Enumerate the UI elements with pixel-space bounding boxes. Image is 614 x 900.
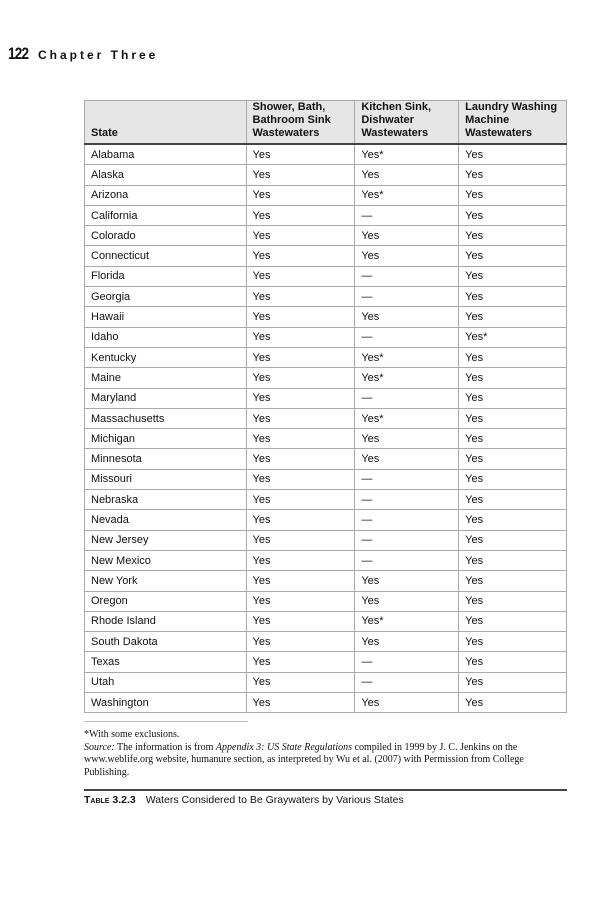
cell-text: Yes — [465, 392, 484, 405]
cell-text: Maine — [91, 371, 121, 384]
table-cell — [355, 388, 459, 408]
table-cell — [246, 449, 355, 469]
table-cell — [459, 591, 567, 611]
table-cell — [459, 226, 567, 246]
cell-text: — — [361, 493, 373, 506]
cell-text: — — [361, 473, 373, 486]
table-cell — [355, 449, 459, 469]
cell-text: Yes — [465, 189, 484, 202]
cell-text: Yes — [465, 676, 484, 689]
cell-text: New York — [91, 574, 138, 587]
table-cell — [85, 571, 247, 591]
cell-text: — — [361, 331, 373, 344]
table-cell — [355, 246, 459, 266]
table-cell — [85, 266, 247, 286]
cell-text: Yes — [465, 432, 484, 445]
cell-text: Alaska — [91, 168, 125, 181]
table-cell — [355, 490, 459, 510]
table-cell — [246, 652, 355, 672]
cell-text: Yes — [465, 412, 484, 425]
cell-text: Yes — [465, 513, 484, 526]
table-cell — [459, 144, 567, 165]
table-cell — [355, 347, 459, 367]
cell-text: Yes — [465, 209, 484, 222]
table-cell — [85, 490, 247, 510]
table-row — [85, 611, 567, 631]
table-cell — [246, 287, 355, 307]
table-cell — [246, 246, 355, 266]
table-cell — [355, 287, 459, 307]
cell-text: New Mexico — [91, 554, 151, 567]
table-cell — [246, 327, 355, 347]
cell-text: Yes* — [361, 371, 384, 384]
cell-text: — — [361, 534, 373, 547]
cell-text: Yes — [465, 290, 484, 303]
cell-text: Yes — [465, 229, 484, 242]
cell-text: Yes — [361, 250, 380, 263]
cell-text: Texas — [91, 656, 120, 669]
table-row — [85, 429, 567, 449]
table-cell — [85, 347, 247, 367]
cell-text: Yes — [252, 493, 271, 506]
cell-text: Yes — [252, 453, 271, 466]
cell-text: Nevada — [91, 513, 129, 526]
cell-text: Yes — [465, 696, 484, 709]
table-cell — [246, 307, 355, 327]
table-cell — [85, 307, 247, 327]
cell-text: Yes* — [361, 412, 384, 425]
cell-text: Yes — [252, 392, 271, 405]
table-cell — [459, 611, 567, 631]
cell-text: Yes — [361, 635, 380, 648]
table-cell — [355, 408, 459, 428]
cell-text: Oregon — [91, 595, 128, 608]
table-cell — [246, 632, 355, 652]
cell-text: California — [91, 209, 138, 222]
table-cell — [85, 632, 247, 652]
table-cell — [355, 672, 459, 692]
source-text: The information is from — [114, 741, 216, 753]
table-cell — [459, 246, 567, 266]
cell-text: Minnesota — [91, 453, 142, 466]
table-cell — [459, 490, 567, 510]
cell-text: — — [361, 554, 373, 567]
table-row — [85, 347, 567, 367]
table-cell — [355, 266, 459, 286]
table-cell — [85, 246, 247, 266]
cell-text: Yes — [252, 148, 271, 161]
table-cell — [355, 611, 459, 631]
graywater-table — [84, 100, 567, 713]
table-row — [85, 205, 567, 225]
cell-text: Yes — [252, 656, 271, 669]
table-row — [85, 469, 567, 489]
cell-text: Yes — [465, 595, 484, 608]
cell-text: Yes — [465, 351, 484, 364]
source-text-rest: compiled in 1999 by J. C. Jenkins on the www.weblife.org website, humanure section, as interpreted by Wu et al. (2007) with Permission from College Publishing. — [84, 741, 524, 778]
table-cell — [459, 571, 567, 591]
cell-text: Yes — [361, 311, 380, 324]
cell-text: Nebraska — [91, 493, 139, 506]
table-cell — [355, 327, 459, 347]
cell-text: Yes — [252, 513, 271, 526]
table-cell — [85, 510, 247, 530]
chapter-title: Chapter Three — [38, 48, 159, 62]
table-cell — [85, 611, 247, 631]
cell-text: — — [361, 270, 373, 283]
table-row — [85, 408, 567, 428]
table-cell — [459, 632, 567, 652]
table-cell — [459, 368, 567, 388]
cell-text: Yes — [252, 270, 271, 283]
cell-text: Yes — [361, 432, 380, 445]
table-cell — [85, 144, 247, 165]
table-cell — [246, 469, 355, 489]
table-cell — [246, 530, 355, 550]
table-cell — [85, 226, 247, 246]
table-cell — [246, 429, 355, 449]
table-cell — [246, 591, 355, 611]
table-cell — [85, 408, 247, 428]
table-row — [85, 144, 567, 165]
cell-text: Missouri — [91, 473, 132, 486]
cell-text: Yes — [252, 412, 271, 425]
table-cell — [246, 550, 355, 570]
table-row — [85, 327, 567, 347]
caption-text: Waters Considered to Be Graywaters by Various States — [145, 794, 404, 806]
table-cell — [459, 327, 567, 347]
table-cell — [459, 165, 567, 185]
cell-text: Yes — [252, 534, 271, 547]
table-row — [85, 591, 567, 611]
cell-text: Yes — [465, 554, 484, 567]
table-cell — [459, 550, 567, 570]
cell-text: Connecticut — [91, 250, 150, 263]
table-cell — [246, 368, 355, 388]
cell-text: Georgia — [91, 290, 131, 303]
cell-text: — — [361, 290, 373, 303]
table-row — [85, 226, 567, 246]
cell-text: Colorado — [91, 229, 136, 242]
table-cell — [85, 672, 247, 692]
cell-text: Yes — [252, 351, 271, 364]
table-row — [85, 652, 567, 672]
cell-text: Yes* — [465, 331, 488, 344]
cell-text: Arizona — [91, 189, 129, 202]
table-row — [85, 368, 567, 388]
table-row — [85, 530, 567, 550]
table-cell — [355, 693, 459, 713]
footnotes — [84, 729, 569, 779]
cell-text: Yes — [465, 270, 484, 283]
table-cell — [355, 429, 459, 449]
column-header: Laundry Washing Machine Wastewaters — [459, 101, 567, 145]
column-header: State — [85, 101, 247, 145]
table-row — [85, 287, 567, 307]
cell-text: Yes — [361, 574, 380, 587]
asterisk-note: *With some exclusions. — [84, 729, 180, 740]
cell-text: Yes — [465, 656, 484, 669]
table-cell — [85, 469, 247, 489]
cell-text: — — [361, 656, 373, 669]
cell-text: South Dakota — [91, 635, 158, 648]
table-cell — [355, 226, 459, 246]
cell-text: Yes — [465, 615, 484, 628]
table-cell — [85, 368, 247, 388]
table-header-row — [85, 101, 567, 145]
table-cell — [355, 185, 459, 205]
table-row — [85, 388, 567, 408]
cell-text: Yes — [465, 168, 484, 181]
table-row — [85, 510, 567, 530]
table-cell — [355, 530, 459, 550]
table-cell — [459, 388, 567, 408]
table-cell — [85, 591, 247, 611]
table-cell — [85, 449, 247, 469]
cell-text: — — [361, 392, 373, 405]
table-cell — [246, 185, 355, 205]
table-row — [85, 571, 567, 591]
table-row — [85, 246, 567, 266]
table-cell — [355, 510, 459, 530]
cell-text: Yes — [252, 209, 271, 222]
caption-label: Table 3.2.3 — [84, 794, 136, 806]
table-cell — [85, 530, 247, 550]
table-row — [85, 165, 567, 185]
table-cell — [459, 266, 567, 286]
cell-text: Yes — [252, 229, 271, 242]
cell-text: Yes — [361, 595, 380, 608]
table-cell — [459, 347, 567, 367]
cell-text: Maryland — [91, 392, 137, 405]
table-row — [85, 672, 567, 692]
cell-text: Yes — [252, 371, 271, 384]
footnote-rule — [84, 721, 248, 722]
table-cell — [246, 347, 355, 367]
table-cell — [459, 185, 567, 205]
table-row — [85, 449, 567, 469]
cell-text: Yes — [465, 635, 484, 648]
table-cell — [459, 530, 567, 550]
cell-text: Yes — [361, 453, 380, 466]
cell-text: Yes — [252, 250, 271, 263]
cell-text: Yes — [361, 229, 380, 242]
table-cell — [246, 571, 355, 591]
cell-text: Yes — [252, 696, 271, 709]
table-cell — [355, 652, 459, 672]
table-cell — [85, 652, 247, 672]
cell-text: Yes — [465, 148, 484, 161]
table-cell — [355, 307, 459, 327]
table-cell — [85, 429, 247, 449]
cell-text: Rhode Island — [91, 615, 156, 628]
cell-text: — — [361, 676, 373, 689]
cell-text: Yes — [465, 311, 484, 324]
table-cell — [246, 266, 355, 286]
table-cell — [459, 307, 567, 327]
cell-text: Utah — [91, 676, 115, 689]
table-cell — [459, 693, 567, 713]
cell-text: Yes — [252, 595, 271, 608]
cell-text: New Jersey — [91, 534, 149, 547]
table-cell — [85, 287, 247, 307]
cell-text: Yes — [252, 189, 271, 202]
table-cell — [459, 287, 567, 307]
cell-text: Yes — [252, 615, 271, 628]
source-label: Source: — [84, 741, 115, 753]
cell-text: Massachusetts — [91, 412, 165, 425]
table-row — [85, 307, 567, 327]
table-row — [85, 266, 567, 286]
table-cell — [459, 429, 567, 449]
cell-text: Yes* — [361, 615, 384, 628]
table-cell — [355, 571, 459, 591]
cell-text: Yes — [252, 331, 271, 344]
cell-text: Hawaii — [91, 311, 125, 324]
table-cell — [355, 632, 459, 652]
cell-text: Idaho — [91, 331, 119, 344]
table-cell — [85, 205, 247, 225]
source-title: Appendix 3: US State Regulations — [215, 741, 353, 753]
cell-text: Florida — [91, 270, 125, 283]
table-cell — [85, 327, 247, 347]
table-cell — [459, 652, 567, 672]
table-cell — [355, 591, 459, 611]
cell-text: Yes — [252, 311, 271, 324]
table-cell — [246, 510, 355, 530]
table-cell — [459, 510, 567, 530]
cell-text: Yes — [252, 432, 271, 445]
cell-text: Kentucky — [91, 351, 137, 364]
cell-text: Yes — [465, 371, 484, 384]
cell-text: — — [361, 209, 373, 222]
table-cell — [85, 185, 247, 205]
cell-text: Yes* — [361, 189, 384, 202]
cell-text: Alabama — [91, 148, 135, 161]
table-row — [85, 185, 567, 205]
table-cell — [459, 205, 567, 225]
table-cell — [246, 672, 355, 692]
table-cell — [85, 388, 247, 408]
cell-text: Yes — [465, 473, 484, 486]
cell-text: Yes — [361, 696, 380, 709]
cell-text: Yes — [252, 290, 271, 303]
cell-text: Yes — [252, 574, 271, 587]
column-header: Shower, Bath, Bathroom Sink Wastewaters — [246, 101, 355, 145]
table-cell — [246, 408, 355, 428]
source-note — [84, 742, 569, 780]
table-cell — [355, 165, 459, 185]
table-row — [85, 490, 567, 510]
page-number: 122 — [8, 44, 29, 63]
table-cell — [459, 469, 567, 489]
table-cell — [246, 693, 355, 713]
table-cell — [246, 205, 355, 225]
cell-text: Yes — [252, 168, 271, 181]
running-header — [8, 44, 158, 64]
cell-text: Yes* — [361, 351, 384, 364]
table-cell — [85, 550, 247, 570]
cell-text: Yes — [252, 554, 271, 567]
table-cell — [246, 611, 355, 631]
cell-text: Yes — [465, 453, 484, 466]
table-cell — [246, 388, 355, 408]
table-cell — [246, 144, 355, 165]
table-row — [85, 632, 567, 652]
table-row — [85, 693, 567, 713]
table-cell — [355, 368, 459, 388]
table-cell — [85, 693, 247, 713]
table-caption — [84, 789, 567, 806]
table-cell — [459, 449, 567, 469]
table-cell — [246, 226, 355, 246]
cell-text: Yes — [465, 250, 484, 263]
cell-text: Yes — [252, 473, 271, 486]
table-cell — [246, 490, 355, 510]
cell-text: Yes — [361, 168, 380, 181]
table-cell — [355, 550, 459, 570]
column-header: Kitchen Sink, Dishwater Wastewaters — [355, 101, 459, 145]
table-cell — [355, 469, 459, 489]
cell-text: Yes — [465, 574, 484, 587]
cell-text: Yes — [465, 534, 484, 547]
table-cell — [459, 408, 567, 428]
cell-text: Yes — [252, 635, 271, 648]
cell-text: Michigan — [91, 432, 136, 445]
table-cell — [85, 165, 247, 185]
table-cell — [459, 672, 567, 692]
cell-text: Washington — [91, 696, 149, 709]
table-cell — [355, 144, 459, 165]
cell-text: Yes — [252, 676, 271, 689]
table-row — [85, 550, 567, 570]
cell-text: — — [361, 513, 373, 526]
cell-text: Yes — [465, 493, 484, 506]
table-cell — [355, 205, 459, 225]
table-cell — [246, 165, 355, 185]
cell-text: Yes* — [361, 148, 384, 161]
